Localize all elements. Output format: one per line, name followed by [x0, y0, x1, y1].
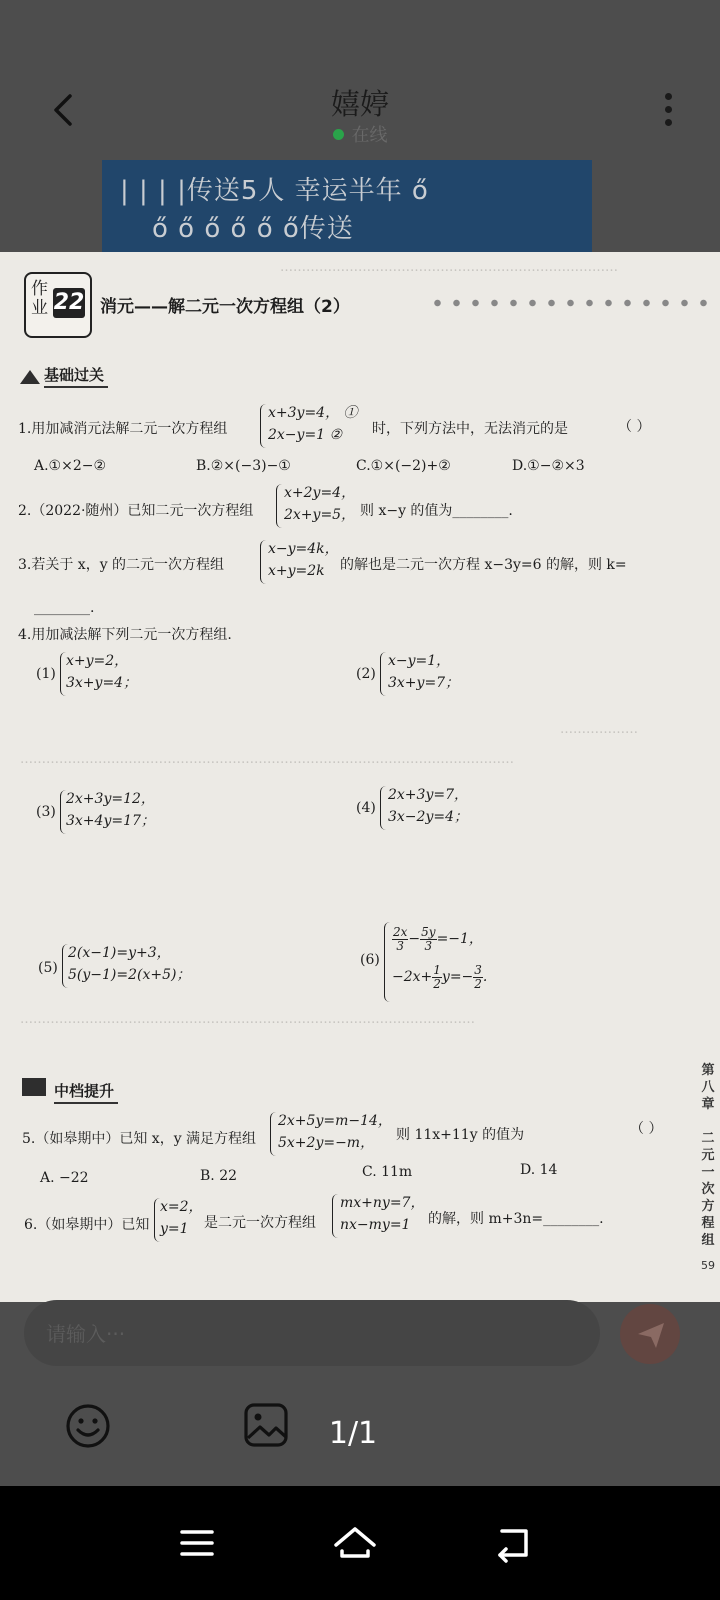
message-line: ő ő ő ő ő ő传送	[152, 214, 354, 244]
brace	[260, 404, 266, 448]
back-nav-button[interactable]	[488, 1518, 538, 1568]
option-d: D. 14	[520, 1162, 558, 1178]
image-picker-button[interactable]	[243, 1402, 289, 1448]
dotted-rule	[428, 299, 718, 307]
chat-header	[0, 0, 720, 160]
page-indicator: 1/1	[328, 1416, 378, 1451]
chapter-side-tab: 第 八 章 二 元 一 次 方 程 组 59	[696, 1062, 720, 1274]
question-2-tail: 则 x−y 的值为________.	[360, 503, 513, 519]
question-1: 1.用加减消元法解二元一次方程组	[18, 421, 228, 437]
equation-system: x−y=1， 3x+y=7；	[388, 653, 460, 691]
question-6: 6.（如皋期中）已知	[24, 1217, 150, 1233]
equation-system: 2x+5y=m−14， 5x+2y=−m，	[278, 1113, 392, 1151]
option-c: C.①×(−2)+②	[356, 458, 451, 474]
system-navigation-bar	[0, 1486, 720, 1600]
question-3: 3.若关于 x，y 的二元一次方程组	[18, 557, 225, 573]
photo-preview[interactable]: …………………………………………………………………… ……………… …………………………………………………………………………………………………… …………………………………………………………………………………………… 作业 22 消元——解二元一次方程组（2） 基础过关 1.用加减消元法解二元一次方程组 x+3y=4， ① 2x−y=1 ② 时，下列方法中，无法消元的是 （ ） A.①×2−② B.②×(−3)−① C.①×(−2)+② D.①−②×3 2.（2022·随州）已知二元一次方程组 x+2y=4， 2x+y=5， 则 x−y 的值为________. 3.若关于 x，y 的二元一次方程组 x−y=4k， x+y=2k 的解也是二元一次方程 x−3y=6 的解，则 k= ________. 4.用加减法解下列二元一次方程组. (1) x+y=2， 3x+y=4； (2) x−y=1， 3x+y=7； (3) 2x+3y=12， 3x+4y=17； (4) 2x+3y=7， 3x−2y=4； (5) 2(x−1)=y+3， 5(y−1)=2(x+5)； (6) $\frac{2x}{3}$ − $\frac{5y}{3}$ =−1， −2x+ $\frac{1}{2}$ y=− $\frac{3}{2}$ . 中档提升 5.（如皋期中）已知 x，y 满足方程组 2x+5y=m−14， 5x+2y=−m， 则 11x+11y 的值为 （ ） A. −22 B. 22 C. 11m D. 14 6.（如皋期中）已知 x=2， y=1 是二元一次方程组 mx+ny=7， nx−my=1 的解，则 m+3n=________. 第 八 章 二 元 一 次 方 程 组 59	[0, 252, 720, 1302]
equation-system: x+y=2， 3x+y=4；	[66, 653, 138, 691]
badge-number: 22	[53, 288, 85, 318]
question-5-tail: 则 11x+11y 的值为	[396, 1127, 525, 1143]
badge-label: 作业	[31, 279, 48, 318]
homework-badge	[24, 272, 92, 338]
question-5: 5.（如皋期中）已知 x，y 满足方程组	[22, 1131, 257, 1147]
message-input[interactable]	[44, 1300, 588, 1368]
brace	[276, 484, 282, 528]
equation-system: 2x+3y=7， 3x−2y=4；	[388, 787, 468, 825]
answer-blank: ________.	[34, 600, 95, 616]
question-3-tail: 的解也是二元一次方程 x−3y=6 的解，则 k=	[340, 557, 627, 573]
send-button[interactable]	[620, 1304, 680, 1364]
part-label: (6)	[360, 952, 380, 968]
brace	[270, 1112, 276, 1156]
section-heading: 中档提升	[54, 1080, 118, 1104]
answer-parentheses: （ ）	[618, 419, 651, 435]
brace	[332, 1194, 338, 1238]
question-2: 2.（2022·随州）已知二元一次方程组	[18, 503, 254, 519]
equation-system: x+3y=4， ① 2x−y=1 ②	[268, 405, 358, 443]
option-b: B.②×(−3)−①	[196, 458, 291, 474]
question-6-mid: 是二元一次方程组	[204, 1215, 316, 1231]
contact-name: 嬉婷	[330, 87, 389, 121]
question-4: 4.用加减法解下列二元一次方程组.	[18, 627, 232, 643]
brace	[380, 652, 386, 696]
equation-system: 2(x−1)=y+3， 5(y−1)=2(x+5)；	[68, 945, 191, 983]
page-number: 59	[701, 1259, 715, 1272]
home-icon	[330, 1518, 380, 1568]
triangle-icon	[20, 370, 40, 384]
send-icon	[620, 1304, 680, 1364]
online-dot-icon	[333, 129, 344, 140]
part-label: (1)	[36, 666, 56, 682]
home-button[interactable]	[330, 1518, 380, 1568]
menu-icon	[172, 1518, 222, 1568]
online-status	[0, 121, 720, 147]
equation-system: x+2y=4， 2x+y=5，	[284, 485, 356, 523]
brace	[380, 786, 386, 830]
part-label: (2)	[356, 666, 376, 682]
equation-system: 2x+3y=12， 3x+4y=17；	[66, 791, 155, 829]
return-icon	[488, 1518, 538, 1568]
option-b: B. 22	[200, 1168, 238, 1184]
message-input-wrapper	[24, 1300, 600, 1366]
option-a: A. −22	[40, 1170, 89, 1186]
option-c: C. 11m	[362, 1164, 413, 1180]
emoji-button[interactable]	[64, 1402, 112, 1450]
solution-system: x=2， y=1	[160, 1199, 203, 1237]
status-text: 在线	[351, 125, 388, 146]
recent-apps-button[interactable]	[172, 1518, 222, 1568]
section-icon	[22, 1078, 46, 1096]
section-heading: 基础过关	[44, 364, 108, 388]
option-a: A.①×2−②	[34, 458, 107, 474]
equation-system: $\frac{2x}{3}$ − $\frac{5y}{3}$ =−1， −2x+ $\frac{1}{2}$ y=− $\frac{3}{2}$ .	[392, 924, 488, 991]
more-options-button[interactable]	[658, 93, 678, 133]
message-line: | | | |传送5人 幸运半年 ő	[120, 176, 429, 206]
part-label: (5)	[38, 960, 58, 976]
question-1-tail: 时，下列方法中，无法消元的是	[372, 421, 568, 437]
equation-system: mx+ny=7， nx−my=1	[340, 1195, 425, 1233]
image-icon	[243, 1402, 289, 1448]
previous-message-card[interactable]	[102, 160, 592, 252]
smiley-icon	[64, 1402, 112, 1450]
question-6-tail: 的解，则 m+3n=________.	[428, 1211, 604, 1227]
part-label: (4)	[356, 800, 376, 816]
part-label: (3)	[36, 804, 56, 820]
chapter-title: 消元——解二元一次方程组（2）	[100, 297, 350, 317]
equation-system: x−y=4k， x+y=2k	[268, 541, 339, 579]
brace	[384, 922, 390, 1002]
option-d: D.①−②×3	[512, 458, 585, 474]
answer-parentheses: （ ）	[630, 1121, 663, 1137]
brace	[260, 540, 266, 584]
